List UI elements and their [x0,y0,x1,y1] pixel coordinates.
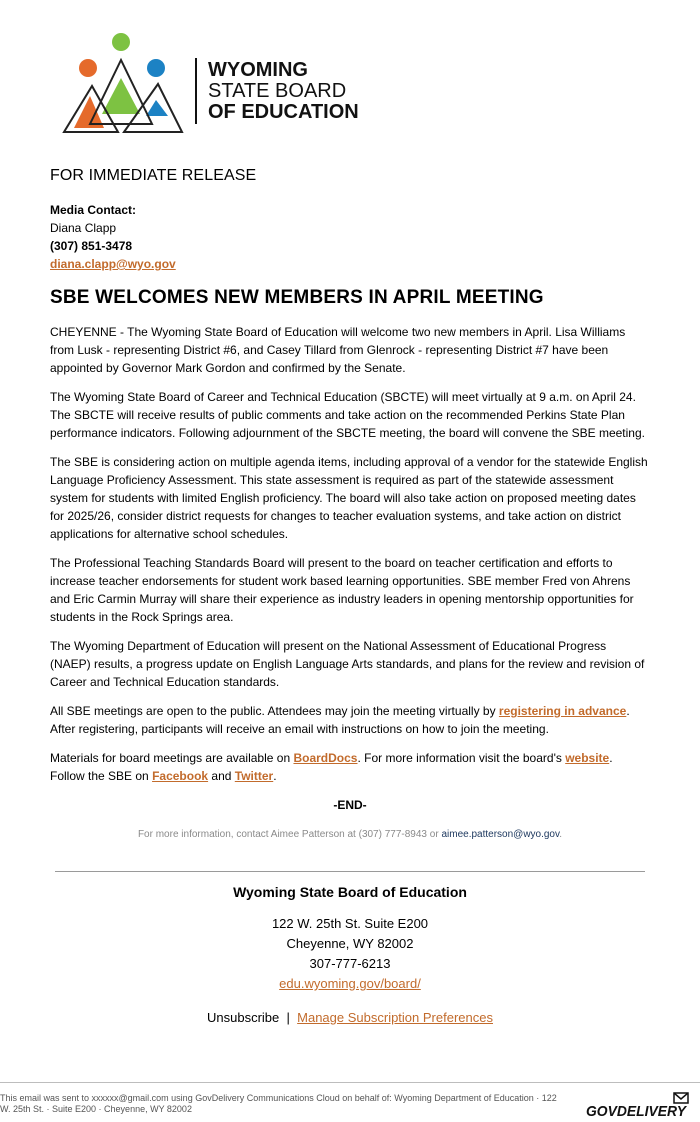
media-contact [50,201,176,273]
more-info-tail: . [559,829,563,840]
logo-line2: STATE BOARD [208,80,347,102]
paragraph-7 [50,749,650,785]
boarddocs-link[interactable]: BoardDocs [293,751,358,765]
unsubscribe-link[interactable]: Unsubscribe [207,1010,280,1025]
logo-wordmark [208,60,359,123]
paragraph-2: The Wyoming State Board of Career and Technical Education (SBCTE) will meet virtually at 9 a.m. on April 24. The SBCTE will receive results of public comments and take action on the recommended Perkins State Plan performance indicators. Following adjournment of the SBCTE meeting, the board will convene the SBE meeting. [50,390,645,440]
p7-text-c: . Follow the SBE on [50,751,613,783]
press-body [50,323,650,844]
contact-name: Diana Clapp [50,221,117,235]
footer-org-name: Wyoming State Board of Education [233,884,467,900]
p7-text-b: . For more information visit the board's [357,751,566,765]
link-separator: | [286,1010,290,1025]
paragraph-6 [50,702,650,738]
p7-text-e: . [273,769,277,783]
p7-text-a: Materials for board meetings are available on [50,751,294,765]
footer [50,882,650,1028]
contact-phone: (307) 851-3478 [50,239,133,253]
logo-line1: WYOMING [208,59,308,81]
paragraph-5: The Wyoming Department of Education will present on the National Assessment of Educational Progress (NAEP) results, a progress update on English Language Arts standards, and plans for the review and revision of Career and Technical Education standards. [50,639,645,689]
p6-text-a: All SBE meetings are open to the public. Attendees may join the meeting virtually by [50,704,499,718]
logo-green-triangle [102,78,140,114]
paragraph-4: The Professional Teaching Standards Board will present to the board on teacher certification and efforts to increase teacher endorsements for student work based learning opportunities. SBE member Fred von Ahrens and Eric Carmin Murray will share their experience as industry leaders in opening mentorship opportunities for students in the Rock Springs area. [50,556,634,624]
contact-email-link[interactable]: diana.clapp@wyo.gov [50,257,176,271]
p7-text-d: and [208,769,235,783]
more-info-line [50,826,650,844]
footer-address-line2: Cheyenne, WY 82002 [286,936,414,951]
logo-green-dot [112,33,130,51]
manage-preferences-link[interactable]: Manage Subscription Preferences [297,1010,493,1025]
footer-url-link[interactable]: edu.wyoming.gov/board/ [279,976,421,991]
footer-divider [55,871,645,872]
footer-address-line1: 122 W. 25th St. Suite E200 [271,916,429,931]
logo-divider [195,58,197,124]
bottom-divider [0,1082,700,1083]
subscription-links [50,1008,650,1028]
twitter-link[interactable]: Twitter [234,769,274,783]
paragraph-3: The SBE is considering action on multiple agenda items, including approval of a vendor for the statewide English Language Proficiency Assessment. This state assessment is required as part of the statewide assessment system for students with limited English proficiency. The board will also take action on proposed meeting dates for 2025/26, consider district requests for changes to teacher evaluation systems, and take action on district applications for alternative school schedules. [50,455,648,541]
p6-text-b: . After registering, participants will receive an email with instructions on how to join the meeting. [50,704,630,736]
logo-blue-dot [147,59,165,77]
more-info-email-link[interactable]: aimee.patterson@wyo.gov [441,829,560,840]
paragraph-1: CHEYENNE - The Wyoming State Board of Education will welcome two new members in April. Lisa Williams from Lusk - representing District #6, and Casey Tillard from Glenrock - representing District #7 have been appointed by Governor Mark Gordon and confirmed by the Senate. [50,325,626,375]
facebook-link[interactable]: Facebook [152,769,209,783]
govdelivery-note: This email was sent to xxxxxx@gmail.com using GovDelivery Communications Cloud on behalf of: Wyoming Department of Education · 122 W. 25th St. · Suite E200 · Cheyenne, WY 82002 [0,1093,557,1114]
logo-line3: OF EDUCATION [208,101,359,123]
headline: SBE WELCOMES NEW MEMBERS IN APRIL MEETING [50,287,544,308]
contact-label: Media Contact: [50,203,137,217]
logo-blue-triangle [146,100,168,116]
footer-phone: 307-777-6213 [309,956,391,971]
govdelivery-logo[interactable] [586,1092,690,1120]
release-label: FOR IMMEDIATE RELEASE [50,167,257,184]
end-marker: -END- [333,798,367,812]
govdelivery-wordmark: GOVDELIVERY [586,1103,688,1120]
logo-orange-dot [79,59,97,77]
website-link[interactable]: website [565,751,610,765]
register-link[interactable]: registering in advance [498,704,627,718]
more-info-text: For more information, contact Aimee Patterson at (307) 777-8943 or [137,829,442,840]
